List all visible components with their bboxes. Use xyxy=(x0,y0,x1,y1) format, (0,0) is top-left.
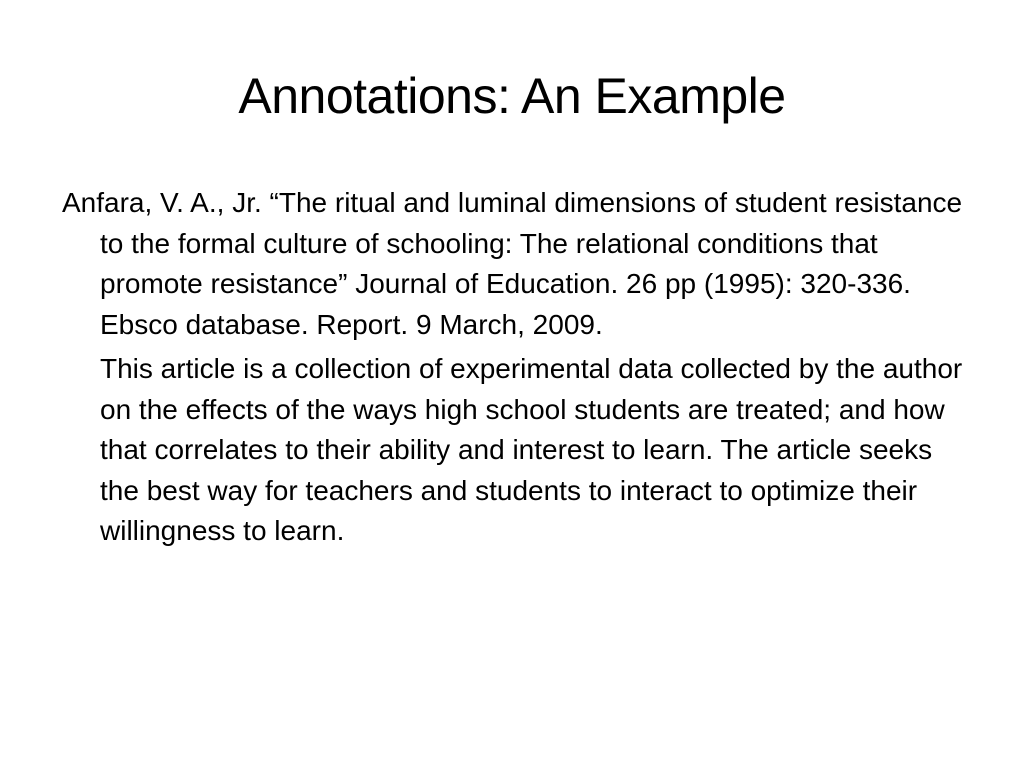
slide-title: Annotations: An Example xyxy=(238,68,786,124)
citation-text: Anfara, V. A., Jr. “The ritual and luminal dimensions of student resistance to the formal culture of schooling: The relational conditions that promote resistance” Journal of Education. 26 pp (1995): 320-336. Ebsco database. Report. 9 March, 2009. xyxy=(62,187,963,340)
slide-body xyxy=(62,183,972,552)
annotation-text: This article is a collection of experimental data collected by the author on the effects of the ways high school students are treated; and how that correlates to their ability and interest to learn. The article seeks the best way for teachers and students to interact to optimize their willingness to learn. xyxy=(100,353,963,546)
